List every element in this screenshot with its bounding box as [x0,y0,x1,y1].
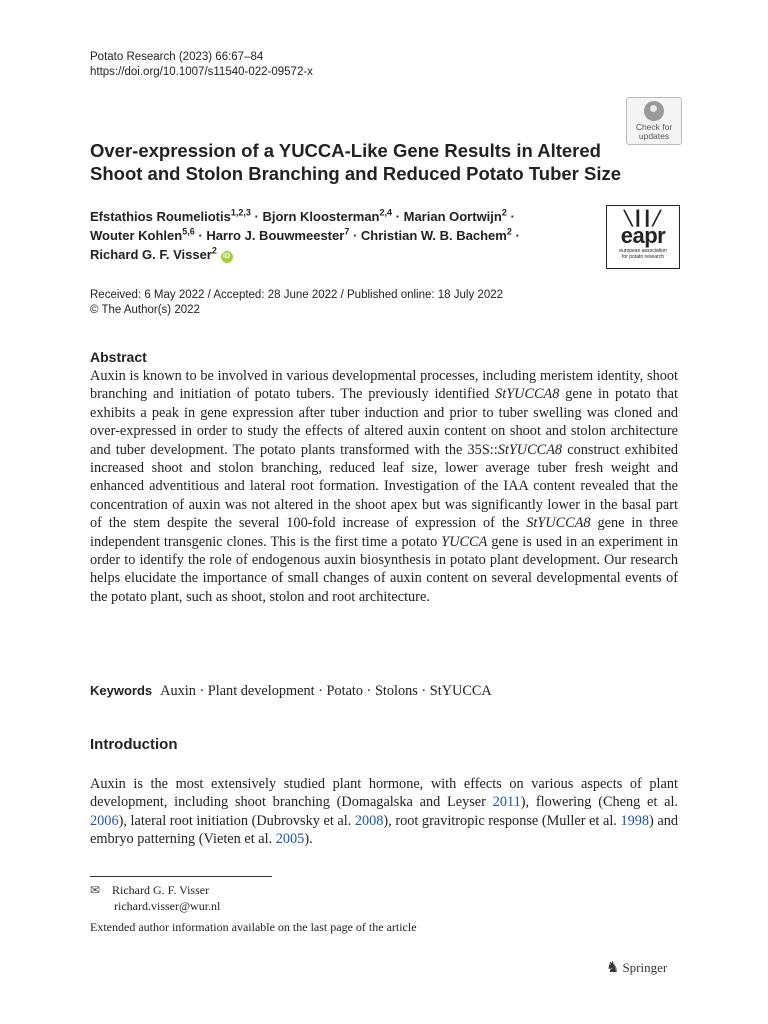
check-updates-line2: updates [638,131,670,141]
envelope-icon: ✉ [90,883,101,897]
gene-name: YUCCA [441,533,488,550]
abstract-fragment: gene in three independent transgenic clones. This is the first time a potato [90,515,679,550]
keywords-label: Keywords [90,683,153,698]
abstract-text [90,367,678,606]
author-separator: · [515,228,520,243]
publisher-name: Springer [622,960,668,975]
copyright-line: © The Author(s) 2022 [90,304,200,316]
author-separator: · [352,228,358,243]
intro-fragment: ), lateral root initiation (Dubrovsky et al. [118,812,355,829]
abstract-fragment: Auxin is known to be involved in various developmental processes, including meristem identity, shoot branching and initiation of potato tubers. The previously identified [90,368,678,403]
citation-link[interactable]: 2005 [275,831,305,848]
intro-fragment: Auxin is the most extensively studied plant hormone, with effects on various aspects of plant development, including shoot branching (Domagalska and Leyser [90,776,678,811]
keywords-list: Auxin · Plant development · Potato · Stolons · StYUCCA [160,683,492,699]
author-name[interactable]: Marian Oortwijn [403,209,502,224]
author-affiliation: 1,2,3 [230,207,251,218]
eapr-subtitle-line1: european association [619,248,667,254]
corresponding-author [90,882,220,914]
author-separator: · [510,209,515,224]
orcid-icon[interactable]: iD [221,251,233,263]
dates-line: Received: 6 May 2022 / Accepted: 28 June 2022 / Published online: 18 July 2022 [90,289,504,301]
citation-link[interactable]: 2006 [90,812,119,829]
author-list [90,207,620,264]
intro-fragment: ) and embryo patterning (Vieten et al. [90,812,679,848]
author-name[interactable]: Efstathios Roumeliotis [90,209,231,224]
eapr-logo [606,205,680,269]
introduction-heading: Introduction [90,736,178,753]
eapr-wordmark: eapr [620,223,666,248]
author-affiliation: 2,4 [379,207,393,218]
intro-fragment: ), root gravitropic response (Muller et al. [383,812,621,829]
author-separator: · [395,209,400,224]
citation-link[interactable]: 1998 [620,812,650,829]
introduction-text [90,775,678,849]
eapr-subtitle [607,248,679,260]
intro-fragment: ). [304,831,313,848]
author-name[interactable]: Christian W. B. Bachem [360,228,507,243]
gene-name: StYUCCA8 [495,386,560,403]
author-name[interactable]: Wouter Kohlen [90,228,183,243]
journal-header [90,50,313,80]
author-name[interactable]: Richard G. F. Visser [90,247,212,262]
author-affiliation: 2 [501,207,507,218]
publication-dates [90,288,503,318]
intro-fragment: ), flowering (Cheng et al. [520,794,679,811]
author-affiliation: 2 [506,226,512,237]
footnote-rule [90,876,272,877]
author-name[interactable]: Harro J. Bouwmeester [206,228,345,243]
author-affiliation: 2 [211,245,217,256]
gene-name: StYUCCA8 [526,515,591,532]
abstract-fragment: construct exhibited increased shoot and stolon branching, reduced leaf size, lower average tuber fresh weight and enhanced adventitious and lateral root formation. Investigation of the IAA content revealed that the concentration of auxin was not altered in the shoot apex but was significantly lower in the basal part of the stem despite the several 100-fold increase of expression of the [90,441,678,532]
author-separator: · [198,228,203,243]
check-for-updates-badge[interactable] [626,97,682,145]
corresponding-author-email[interactable]: richard.visser@wur.nl [114,899,221,913]
keywords [90,682,492,700]
citation-link[interactable]: 2011 [492,794,521,811]
eapr-emblem-icon: ╲┃┃╱ [624,210,662,226]
eapr-subtitle-line2: for potato research [622,254,664,260]
abstract-fragment: gene in potato that exhibits a peak in gene expression after tuber induction and prior to tuber swelling was cloned and over-expressed in order to study the effects of altered auxin content on shoot and stolon architecture and tuber development. The potato plants transformed with the 35S:: [90,386,678,458]
check-updates-line1: Check for [635,122,673,132]
extended-author-info: Extended author information available on the last page of the article [90,920,417,934]
author-affiliation: 7 [344,226,350,237]
springer-logo [606,958,667,977]
doi-link[interactable]: https://doi.org/10.1007/s11540-022-09572-x [90,66,313,78]
journal-citation: Potato Research (2023) 66:67–84 [90,51,264,63]
abstract-heading: Abstract [90,349,147,365]
springer-horse-icon: ♞ [606,960,620,976]
abstract-fragment: gene is used in an experiment in order to identify the role of endogenous auxin biosynthesis in potato plant development. Our research helps elucidate the importance of small changes of auxin content on several developmental events of the potato plant, such as shoot, stolon and root architecture. [90,533,679,605]
bookmark-icon [644,101,664,121]
gene-name: StYUCCA8 [497,441,563,458]
article-title: Over-expression of a YUCCA-Like Gene Results in Altered Shoot and Stolon Branching and Reduced Potato Tuber Size [90,140,622,184]
author-separator: · [254,209,259,224]
author-name[interactable]: Bjorn Kloosterman [262,209,380,224]
citation-link[interactable]: 2008 [354,812,384,829]
author-affiliation: 5,6 [182,226,195,237]
corresponding-author-name: Richard G. F. Visser [112,883,210,897]
